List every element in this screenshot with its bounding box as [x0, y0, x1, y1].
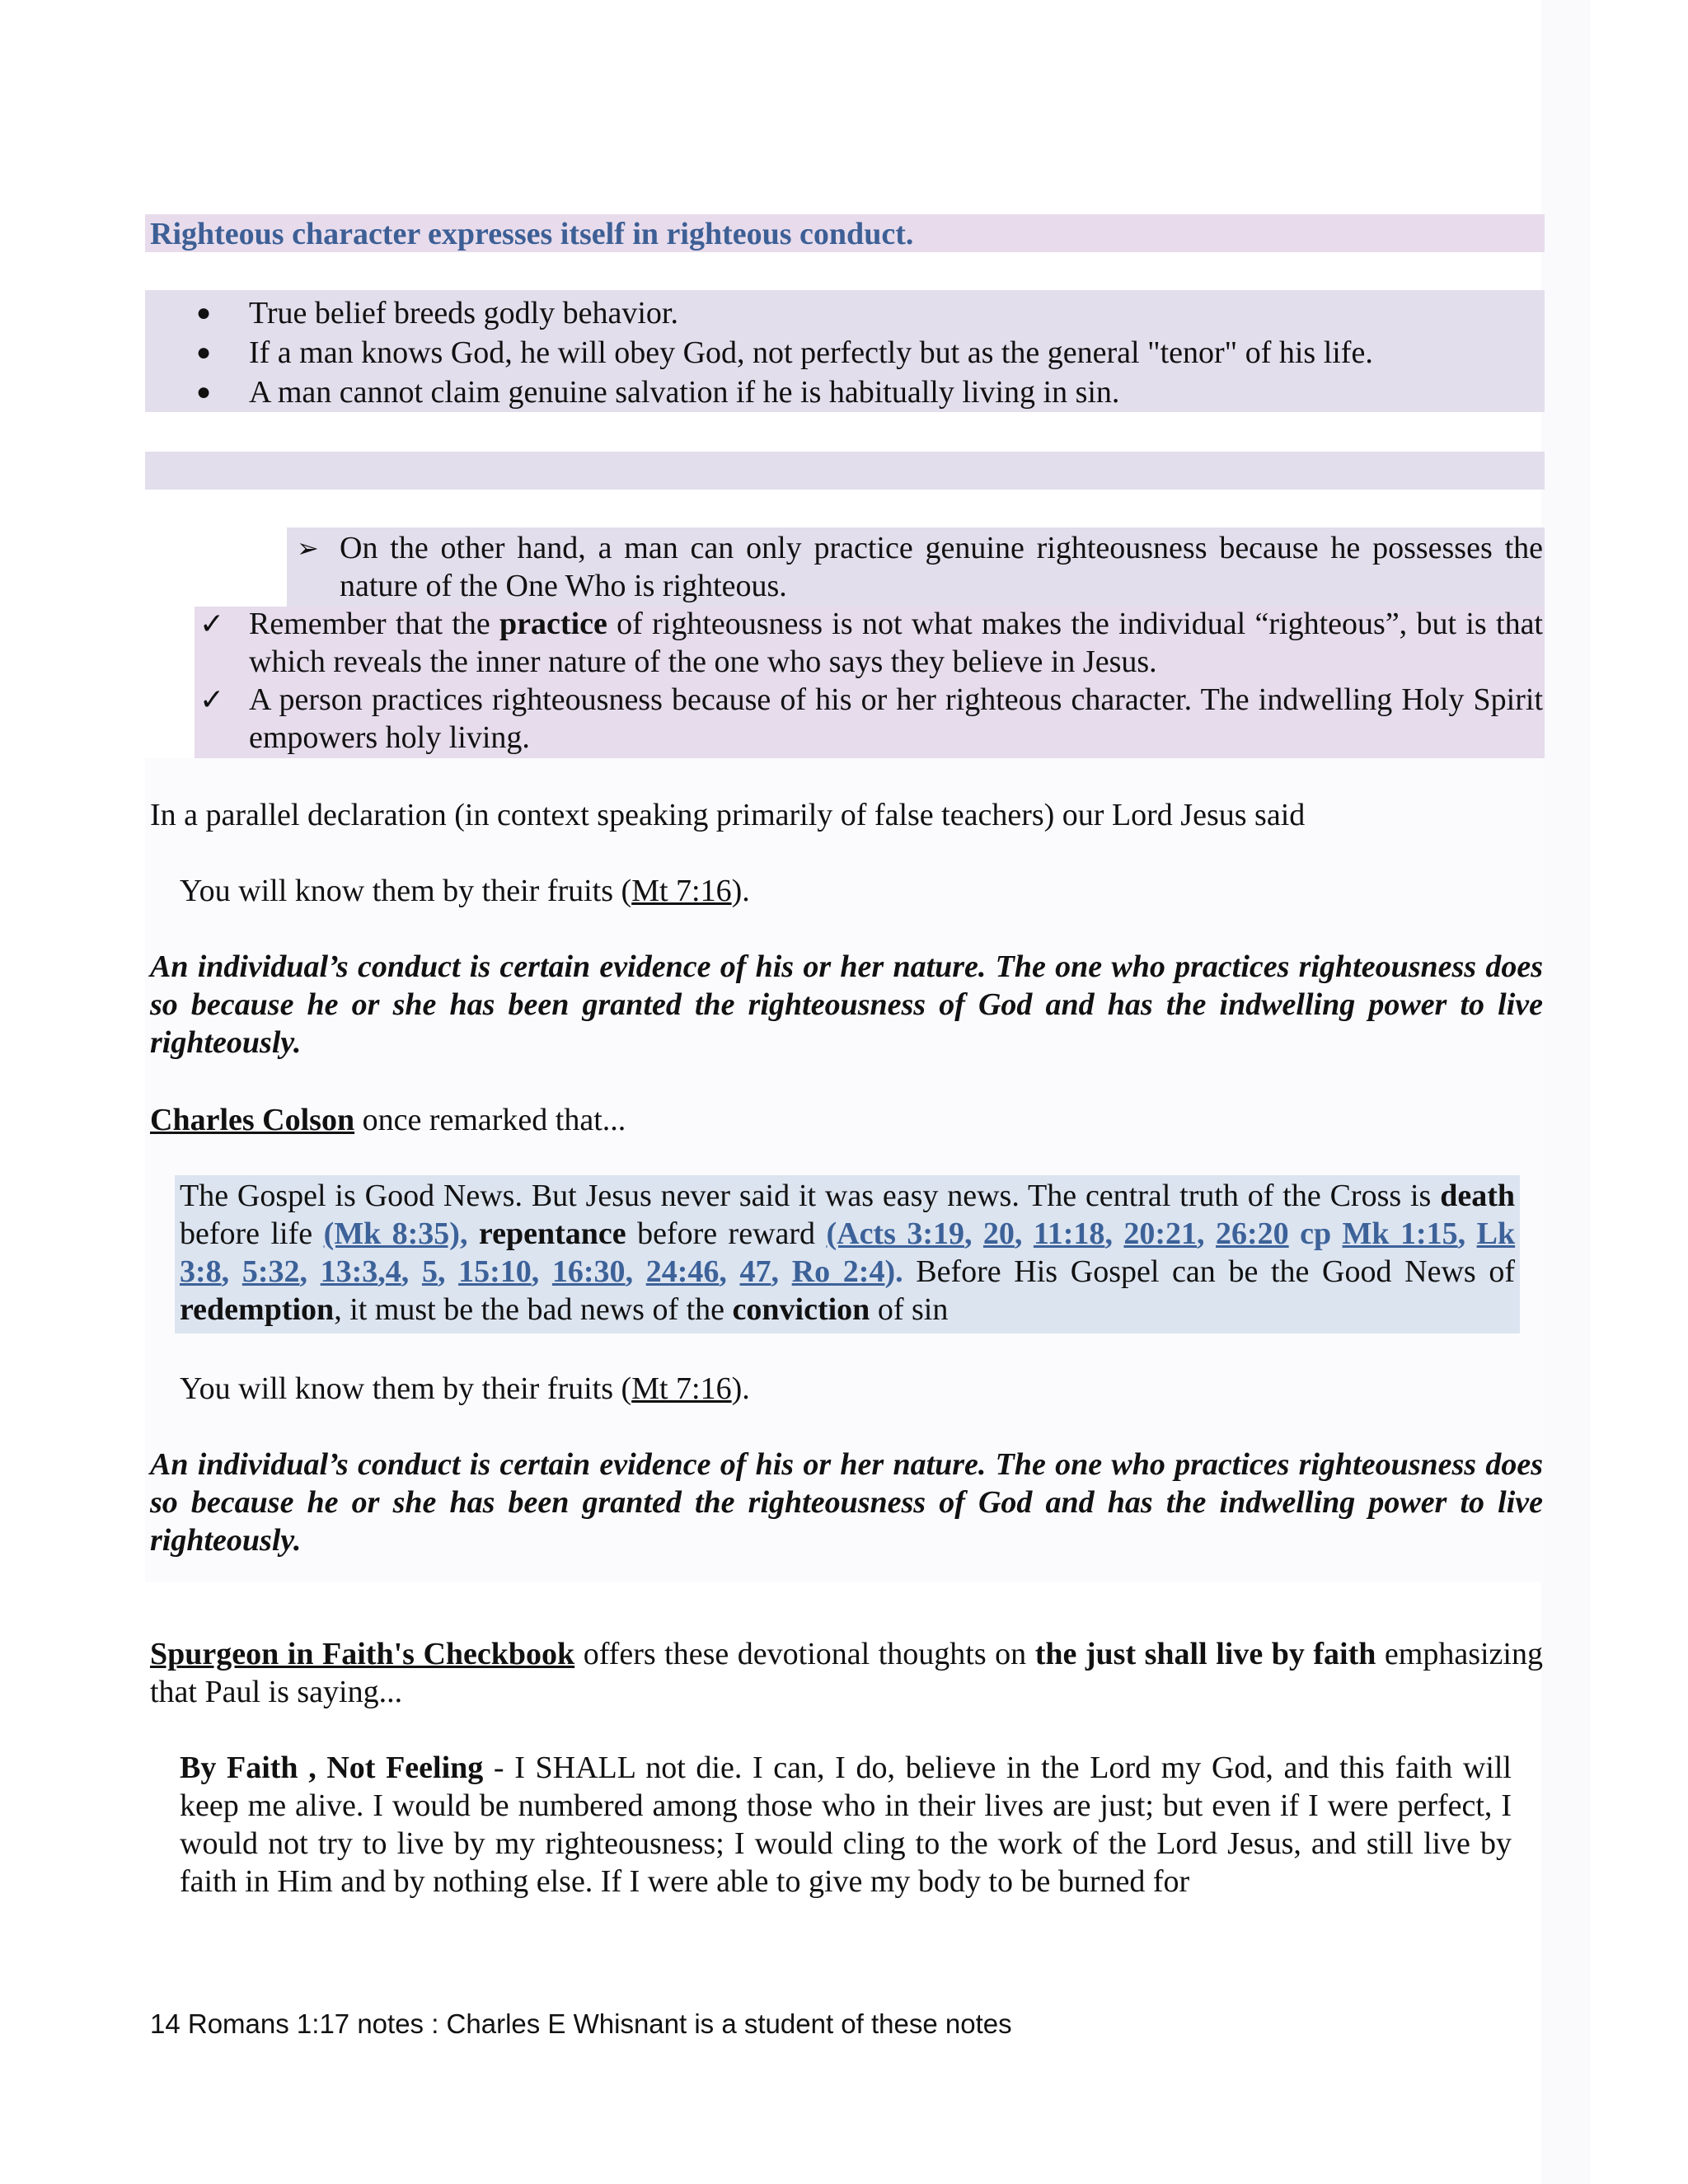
- scripture-link[interactable]: 20:21: [1123, 1216, 1198, 1251]
- checkmark-icon: ✓: [199, 683, 225, 716]
- check-item-text: Remember that the practice of righteousness is not what makes the individual “righteous”, but is that which reveals the inner nature of the one who says they believe in Jesus.: [249, 607, 1543, 679]
- scripture-link[interactable]: 15:10: [458, 1254, 532, 1289]
- colson-quote: The Gospel is Good News. But Jesus never said it was easy news. The central truth of the Cross is death before life (Mk 8:35), repentance before reward (Acts 3:19, 20, 11:18, 20:21, 26:20 cp Mk 1:15, Lk 3:8, 5:32, 13:3,4, 5, 15:10, 16:30, 24:46, 47, Ro 2:4). Before His Gospel can be the Good News of redemption, it must be the bad news of the conviction of sin: [180, 1179, 1516, 1327]
- paragraph-fruits: You will know them by their fruits (Mt 7:16).: [180, 874, 750, 908]
- scripture-link[interactable]: Mk 1:15: [1342, 1216, 1458, 1251]
- devotional-quote: By Faith , Not Feeling - I SHALL not die. I can, I do, believe in the Lord my God, and this faith will keep me alive. I would be numbered among those who in their lives are just; but even if I were perfect, I would not try to live by my righteousness; I would cling to the work of the Lord Jesus, and still live by faith in Him and by nothing else. If I were able to give my body to be burned for: [180, 1750, 1512, 1899]
- list-item: [190, 373, 1541, 412]
- scripture-link[interactable]: 5:32: [241, 1254, 300, 1289]
- emphasis-paragraph: An individual’s conduct is certain evidence of his or her nature. The one who practices righteousness does so because he or she has been granted the righteousness of God and has the indwelling power to live righteously.: [150, 949, 1543, 1060]
- scripture-link[interactable]: 20: [982, 1216, 1015, 1251]
- page-footer: 14 Romans 1:17 notes : Charles E Whisnant is a student of these notes: [150, 2008, 1012, 2039]
- author-link-colson[interactable]: Charles Colson: [150, 1103, 355, 1137]
- scripture-link[interactable]: Lk 3:8: [180, 1216, 1516, 1289]
- scripture-link[interactable]: (Mk 8:35),: [323, 1216, 468, 1251]
- arrow-item-text: On the other hand, a man can only practice genuine righteousness because he possesses the nature of the One Who is righteous.: [340, 531, 1543, 603]
- scripture-link[interactable]: 5: [421, 1254, 438, 1289]
- empty-highlight-band: [145, 452, 1545, 490]
- arrow-bullet-icon: ➢: [297, 533, 319, 563]
- list-item: [190, 293, 1541, 333]
- section-heading: Righteous character expresses itself in righteous conduct.: [150, 217, 914, 251]
- emphasis-paragraph-repeat: An individual’s conduct is certain evidence of his or her nature. The one who practices righteousness does so because he or she has been granted the righteousness of God and has the indwelling power to live righteously.: [150, 1447, 1543, 1558]
- scripture-link[interactable]: 26:20: [1216, 1216, 1289, 1251]
- paragraph-spurgeon: Spurgeon in Faith's Checkbook offers these devotional thoughts on the just shall live by faith emphasizing that Paul is saying...: [150, 1637, 1543, 1709]
- margin-strip: [1541, 0, 1591, 2184]
- paragraph-fruits-repeat: You will know them by their fruits (Mt 7:16).: [180, 1371, 750, 1406]
- scripture-link[interactable]: 13:3: [320, 1254, 378, 1289]
- paragraph-colson: Charles Colson once remarked that...: [150, 1103, 626, 1137]
- spurgeon-link[interactable]: Spurgeon in Faith's Checkbook: [150, 1637, 575, 1671]
- list-item: [190, 333, 1541, 373]
- bullet-text: A man cannot claim genuine salvation if he is habitually living in sin.: [249, 375, 1120, 410]
- scripture-link[interactable]: Mt 7:16: [631, 1371, 732, 1406]
- bullet-icon: ●: [196, 299, 212, 326]
- scripture-link[interactable]: 4: [385, 1254, 401, 1289]
- paragraph-parallel: In a parallel declaration (in context speaking primarily of false teachers) our Lord Jesus said: [150, 798, 1306, 832]
- scripture-link[interactable]: 11:18: [1033, 1216, 1105, 1251]
- bullet-icon: ●: [196, 378, 212, 405]
- scripture-link[interactable]: Ro 2:4: [791, 1254, 885, 1289]
- scripture-link[interactable]: 16:30: [551, 1254, 626, 1289]
- bullet-list: [190, 293, 1541, 412]
- checkmark-icon: ✓: [199, 607, 225, 640]
- scripture-link[interactable]: (Acts 3:19: [826, 1216, 964, 1251]
- scripture-link[interactable]: 24:46: [645, 1254, 720, 1289]
- scripture-link[interactable]: Mt 7:16: [631, 874, 732, 908]
- bullet-text: True belief breeds godly behavior.: [249, 296, 678, 330]
- bullet-icon: ●: [196, 339, 212, 366]
- scripture-link[interactable]: 47: [739, 1254, 771, 1289]
- check-list-item: [195, 605, 1543, 681]
- bullet-text: If a man knows God, he will obey God, not perfectly but as the general "tenor" of his life.: [249, 335, 1373, 370]
- arrow-list-item: [297, 529, 1543, 605]
- check-list-item: [195, 681, 1543, 757]
- check-item-text: A person practices righteousness because of his or her righteous character. The indwelling Holy Spirit empowers holy living.: [249, 682, 1543, 755]
